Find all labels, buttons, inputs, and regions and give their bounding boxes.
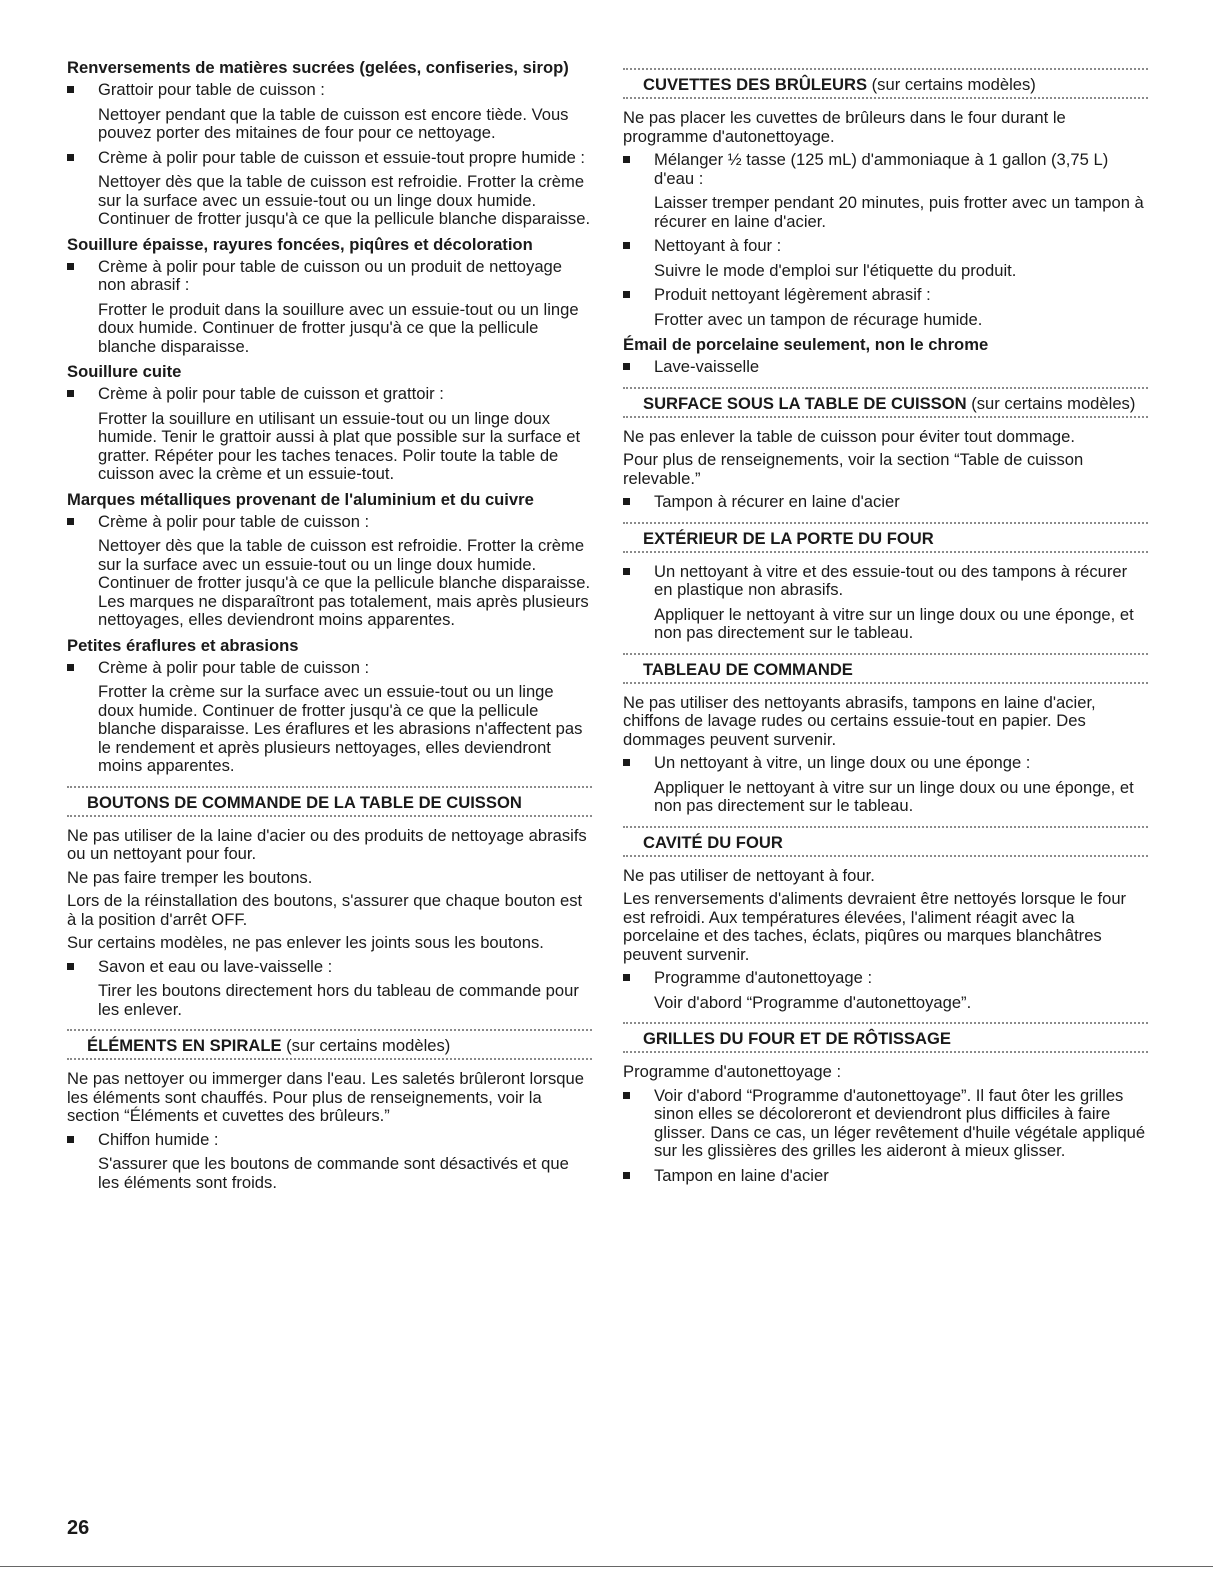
bullet-square-icon [67,263,74,270]
bullet-detail: Suivre le mode d'emploi sur l'étiquette du produit. [654,260,1017,280]
dotted-rule [623,682,1148,686]
section-title-text: CAVITÉ DU FOUR [643,832,783,852]
bullet-detail: Laisser tremper pendant 20 minutes, puis frotter avec un tampon à récurer en laine d'acier. [654,193,1144,231]
bullet-detail: Frotter le produit dans la souillure avec un essuie-tout ou un linge doux humide. Continuer de frotter jusqu'à ce que la pellicule blanche disparaisse. [98,299,579,356]
section-title [623,830,1148,855]
bullet-item [623,286,1148,305]
bullet-detail: Appliquer le nettoyant à vitre sur un linge doux ou une éponge, et non pas directement sur le tableau. [654,604,1134,642]
bullet-text: Crème à polir pour table de cuisson : [98,657,370,677]
left-column [67,58,592,1198]
bullet-item [67,659,592,678]
paragraph: Ne pas nettoyer ou immerger dans l'eau. Les saletés brûleront lorsque les éléments sont chauffés. Pour plus de renseignements, voir la section “Éléments et cuvettes des brûleurs.” [67,1069,584,1125]
bullet-item [623,1167,1148,1186]
section-title-note: (sur certains modèles) [867,75,1036,94]
paragraph: Pour plus de renseignements, voir la section “Table de cuisson relevable.” [623,450,1084,488]
dotted-rule [623,855,1148,859]
bullet-item [67,513,592,532]
subheading: Émail de porcelaine seulement, non le chrome [623,335,989,354]
section-title-text: GRILLES DU FOUR ET DE RÔTISSAGE [643,1029,951,1048]
bullet-item [623,358,1148,377]
bullet-detail: Nettoyer dès que la table de cuisson est refroidie. Frotter la crème sur la surface avec un essuie-tout ou un linge doux humide. Continuer de frotter jusqu'à ce que la pellicule blanche disparaisse. [98,172,591,228]
paragraph: Ne pas utiliser des nettoyants abrasifs, tampons en laine d'acier, chiffons de lavage rudes ou certains essuie-tout en papier. Des dommages peuvent survenir. [623,692,1096,749]
bullet-item [67,81,592,100]
section-title [623,657,1148,682]
bullet-text: Nettoyant à four : [654,236,782,255]
bullet-text: Crème à polir pour table de cuisson : [98,511,370,531]
bullet-square-icon [623,363,630,370]
bullet-item [67,258,592,295]
subheading: Renversements de matières sucrées (gelées, confiseries, sirop) [67,58,569,77]
section-title-text: SURFACE SOUS LA TABLE DE CUISSON [643,393,967,413]
bullet-text: Tampon à récurer en laine d'acier [654,492,900,511]
bullet-item [67,149,592,168]
paragraph: Ne pas enlever la table de cuisson pour éviter tout dommage. [623,426,1075,446]
bullet-square-icon [623,156,630,163]
right-column [623,58,1148,1191]
section-title-text: BOUTONS DE COMMANDE DE LA TABLE DE CUISSON [87,792,522,812]
bullet-item [623,563,1148,600]
bullet-detail: Nettoyer dès que la table de cuisson est refroidie. Frotter la crème sur la surface avec un essuie-tout ou un linge doux humide. Continuer de frotter jusqu'à ce que la pellicule blanche disparaisse. Les marques ne disparaîtront pas totalement, mais après plusieurs nettoyages, elles deviendront moins apparentes. [98,536,591,629]
section-heading [623,1022,1148,1055]
bullet-detail: Tirer les boutons directement hors du tableau de commande pour les enlever. [98,981,579,1019]
subheading: Souillure cuite [67,362,182,381]
bullet-detail: Nettoyer pendant que la table de cuisson est encore tiède. Vous pouvez porter des mitaines de four pour ce nettoyage. [98,104,569,142]
bullet-text: Crème à polir pour table de cuisson ou un produit de nettoyage non abrasif : [98,256,563,294]
bullet-text: Savon et eau ou lave-vaisselle : [98,956,333,976]
section-title-text: ÉLÉMENTS EN SPIRALE [87,1036,282,1055]
section-heading [67,1029,592,1062]
section-heading [623,653,1148,686]
bullet-square-icon [67,86,74,93]
section-title-text: EXTÉRIEUR DE LA PORTE DU FOUR [643,528,934,548]
dotted-rule [67,1058,592,1062]
bullet-text: Un nettoyant à vitre et des essuie-tout ou des tampons à récurer en plastique non abrasifs. [654,561,1128,599]
bullet-text: Tampon en laine d'acier [654,1165,829,1185]
section-heading [67,786,592,819]
footer-rule [0,1566,1213,1567]
bullet-text: Produit nettoyant légèrement abrasif : [654,285,931,304]
bullet-item [67,385,592,404]
bullet-text: Crème à polir pour table de cuisson et grattoir : [98,384,444,403]
bullet-item [623,1087,1148,1161]
dotted-rule [623,1051,1148,1055]
bullet-detail: Frotter la souillure en utilisant un essuie-tout ou un linge doux humide. Tenir le grattoir aussi à plat que possible sur la surface et gratter. Répéter pour les taches tenaces. Polir toute la table de cuisson avec la crème et un essuie-tout. [98,408,581,483]
bullet-item [623,754,1148,773]
dotted-rule [623,416,1148,420]
bullet-square-icon [623,1172,630,1179]
paragraph: Ne pas utiliser de la laine d'acier ou des produits de nettoyage abrasifs ou un nettoyant pour four. [67,825,587,863]
subheading: Petites éraflures et abrasions [67,635,299,655]
bullet-square-icon [623,291,630,298]
bullet-text: Chiffon humide : [98,1129,219,1149]
bullet-square-icon [67,154,74,161]
bullet-text: Crème à polir pour table de cuisson et essuie-tout propre humide : [98,147,586,167]
bullet-text: Un nettoyant à vitre, un linge doux ou une éponge : [654,753,1031,772]
section-title-note: (sur certains modèles) [966,393,1136,413]
dotted-rule [623,97,1148,101]
bullet-item [623,237,1148,256]
bullet-text: Lave-vaisselle [654,357,760,376]
bullet-text: Mélanger ½ tasse (125 mL) d'ammoniaque à 1 gallon (3,75 L) d'eau : [654,150,1109,188]
page-number: 26 [67,1517,90,1539]
subheading: Marques métalliques provenant de l'aluminium et du cuivre [67,489,534,509]
bullet-detail: Appliquer le nettoyant à vitre sur un linge doux ou une éponge, et non pas directement sur le tableau. [654,777,1134,815]
paragraph: Les renversements d'aliments devraient être nettoyés lorsque le four est refroidi. Aux températures élevées, l'aliment réagit avec la porcelaine et des taches, éclats, piqûres ou marques blanchâtres peuvent survenir. [623,889,1127,964]
bullet-square-icon [623,242,630,249]
section-title [67,1033,592,1058]
paragraph: Programme d'autonettoyage : [623,1062,842,1081]
bullet-text: Grattoir pour table de cuisson : [98,80,325,99]
bullet-square-icon [67,963,74,970]
paragraph: Ne pas utiliser de nettoyant à four. [623,865,875,885]
section-title [623,1026,1148,1051]
bullet-item [623,493,1148,512]
paragraph: Ne pas faire tremper les boutons. [67,867,313,887]
bullet-item [67,958,592,977]
bullet-item [623,151,1148,188]
section-title [623,391,1148,416]
section-title [623,72,1148,97]
bullet-square-icon [67,664,74,671]
bullet-item [67,1131,592,1150]
bullet-square-icon [623,759,630,766]
section-title [67,790,592,815]
paragraph: Ne pas placer les cuvettes de brûleurs dans le four durant le programme d'autonettoyage. [623,108,1066,146]
bullet-square-icon [623,568,630,575]
section-title [623,526,1148,551]
section-heading [623,522,1148,555]
bullet-detail: Frotter avec un tampon de récurage humide. [654,309,983,329]
section-heading [623,826,1148,859]
bullet-square-icon [67,1136,74,1143]
section-title-text: TABLEAU DE COMMANDE [643,659,853,679]
bullet-detail: Frotter la crème sur la surface avec un essuie-tout ou un linge doux humide. Continuer de frotter jusqu'à ce que la pellicule blanche disparaisse. Les éraflures et les abrasions n'affectent pas le rendement et après plusieurs nettoyages, elles deviendront moins apparentes. [98,682,583,775]
bullet-detail: Voir d'abord “Programme d'autonettoyage”. [654,992,972,1012]
dotted-rule [623,551,1148,555]
bullet-square-icon [623,1092,630,1099]
bullet-text: Programme d'autonettoyage : [654,968,873,987]
dotted-rule [67,815,592,819]
section-title-note: (sur certains modèles) [281,1036,451,1055]
section-title-text: CUVETTES DES BRÛLEURS [643,75,868,94]
bullet-square-icon [67,518,74,525]
paragraph: Lors de la réinstallation des boutons, s'assurer que chaque bouton est à la position d'arrêt OFF. [67,891,583,929]
bullet-square-icon [67,390,74,397]
bullet-item [623,969,1148,988]
bullet-square-icon [623,498,630,505]
paragraph: Sur certains modèles, ne pas enlever les joints sous les boutons. [67,933,544,952]
subheading: Souillure épaisse, rayures foncées, piqûres et décoloration [67,234,533,254]
section-heading [623,387,1148,420]
bullet-detail: S'assurer que les boutons de commande sont désactivés et que les éléments sont froids. [98,1154,569,1192]
bullet-square-icon [623,974,630,981]
bullet-text: Voir d'abord “Programme d'autonettoyage”. Il faut ôter les grilles sinon elles se décoloreront et deviendront plus difficiles à faire glisser. Dans ce cas, un léger revêtement d'huile végétale appliqué sur les glissières des grilles les aideront à mieux glisser. [654,1085,1146,1160]
section-heading [623,68,1148,101]
